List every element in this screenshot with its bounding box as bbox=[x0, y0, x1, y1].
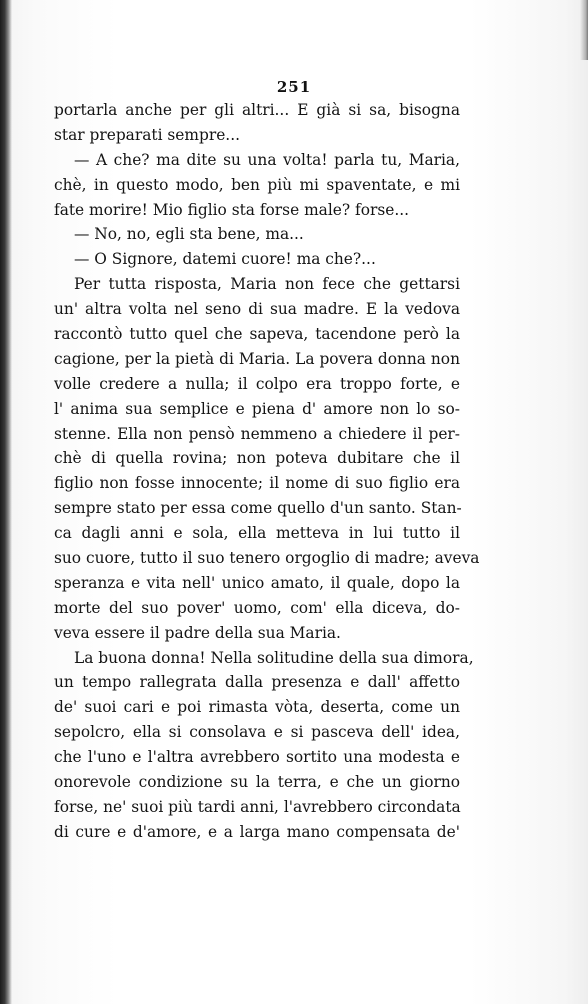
text-line: speranza e vita nell' unico amato, il quale, dopo la bbox=[54, 573, 460, 592]
text-line: onorevole condizione su la terra, e che un giorno bbox=[54, 773, 460, 792]
text-line: volle credere a nulla; il colpo era troppo forte, e bbox=[54, 374, 460, 393]
page-binding-shadow bbox=[0, 0, 12, 1004]
text-line: suo cuore, tutto il suo tenero orgoglio di madre; aveva bbox=[54, 549, 480, 568]
text-line: morte del suo pover' uomo, com' ella diceva, do- bbox=[54, 598, 460, 617]
text-line: sepolcro, ella si consolava e si pasceva dell' idea, bbox=[54, 723, 460, 742]
body-text bbox=[54, 98, 480, 845]
text-line: de' suoi cari e poi rimasta vòta, deserta, come un bbox=[54, 698, 460, 717]
text-line: un tempo rallegrata dalla presenza e dall' affetto bbox=[54, 673, 460, 692]
text-line: — O Signore, datemi cuore! ma che?... bbox=[74, 250, 376, 269]
text-line: fate morire! Mio figlio sta forse male? forse... bbox=[54, 200, 410, 219]
text-line: star preparati sempre... bbox=[54, 125, 240, 144]
text-line: chè di quella rovina; non poteva dubitare che il bbox=[54, 449, 460, 468]
text-line: forse, ne' suoi più tardi anni, l'avrebbero circondata bbox=[54, 797, 461, 816]
text-line: chè, in questo modo, ben più mi spaventate, e mi bbox=[54, 175, 460, 194]
text-line: raccontò tutto quel che sapeva, tacendone però la bbox=[54, 325, 460, 344]
text-line: un' altra volta nel seno di sua madre. E la vedova bbox=[54, 300, 460, 319]
text-line: sempre stato per essa come quello d'un santo. Stan- bbox=[54, 499, 462, 518]
text-line: ca dagli anni e sola, ella metteva in lui tutto il bbox=[54, 524, 460, 543]
text-line: di cure e d'amore, e a larga mano compensata de' bbox=[54, 822, 460, 841]
text-line: che l'uno e l'altra avrebbero sortito una modesta e bbox=[54, 748, 460, 767]
text-line: Per tutta risposta, Maria non fece che gettarsi bbox=[74, 275, 460, 294]
text-line: veva essere il padre della sua Maria. bbox=[54, 623, 341, 642]
text-line: cagione, per la pietà di Maria. La povera donna non bbox=[54, 349, 460, 368]
page-number: 251 bbox=[276, 78, 312, 96]
text-line: stenne. Ella non pensò nemmeno a chiedere il per- bbox=[54, 424, 460, 443]
text-line: l' anima sua semplice e piena d' amore non lo so- bbox=[54, 399, 460, 418]
text-line: portarla anche per gli altri... E già si sa, bisogna bbox=[54, 101, 460, 119]
text-line: — A che? ma dite su una volta! parla tu, Maria, bbox=[74, 150, 460, 169]
text-line: figlio non fosse innocente; il nome di suo figlio era bbox=[54, 474, 460, 493]
text-line: La buona donna! Nella solitudine della sua dimora, bbox=[74, 648, 474, 667]
text-line: — No, no, egli sta bene, ma... bbox=[74, 225, 304, 244]
page-edge-shadow bbox=[580, 0, 588, 60]
